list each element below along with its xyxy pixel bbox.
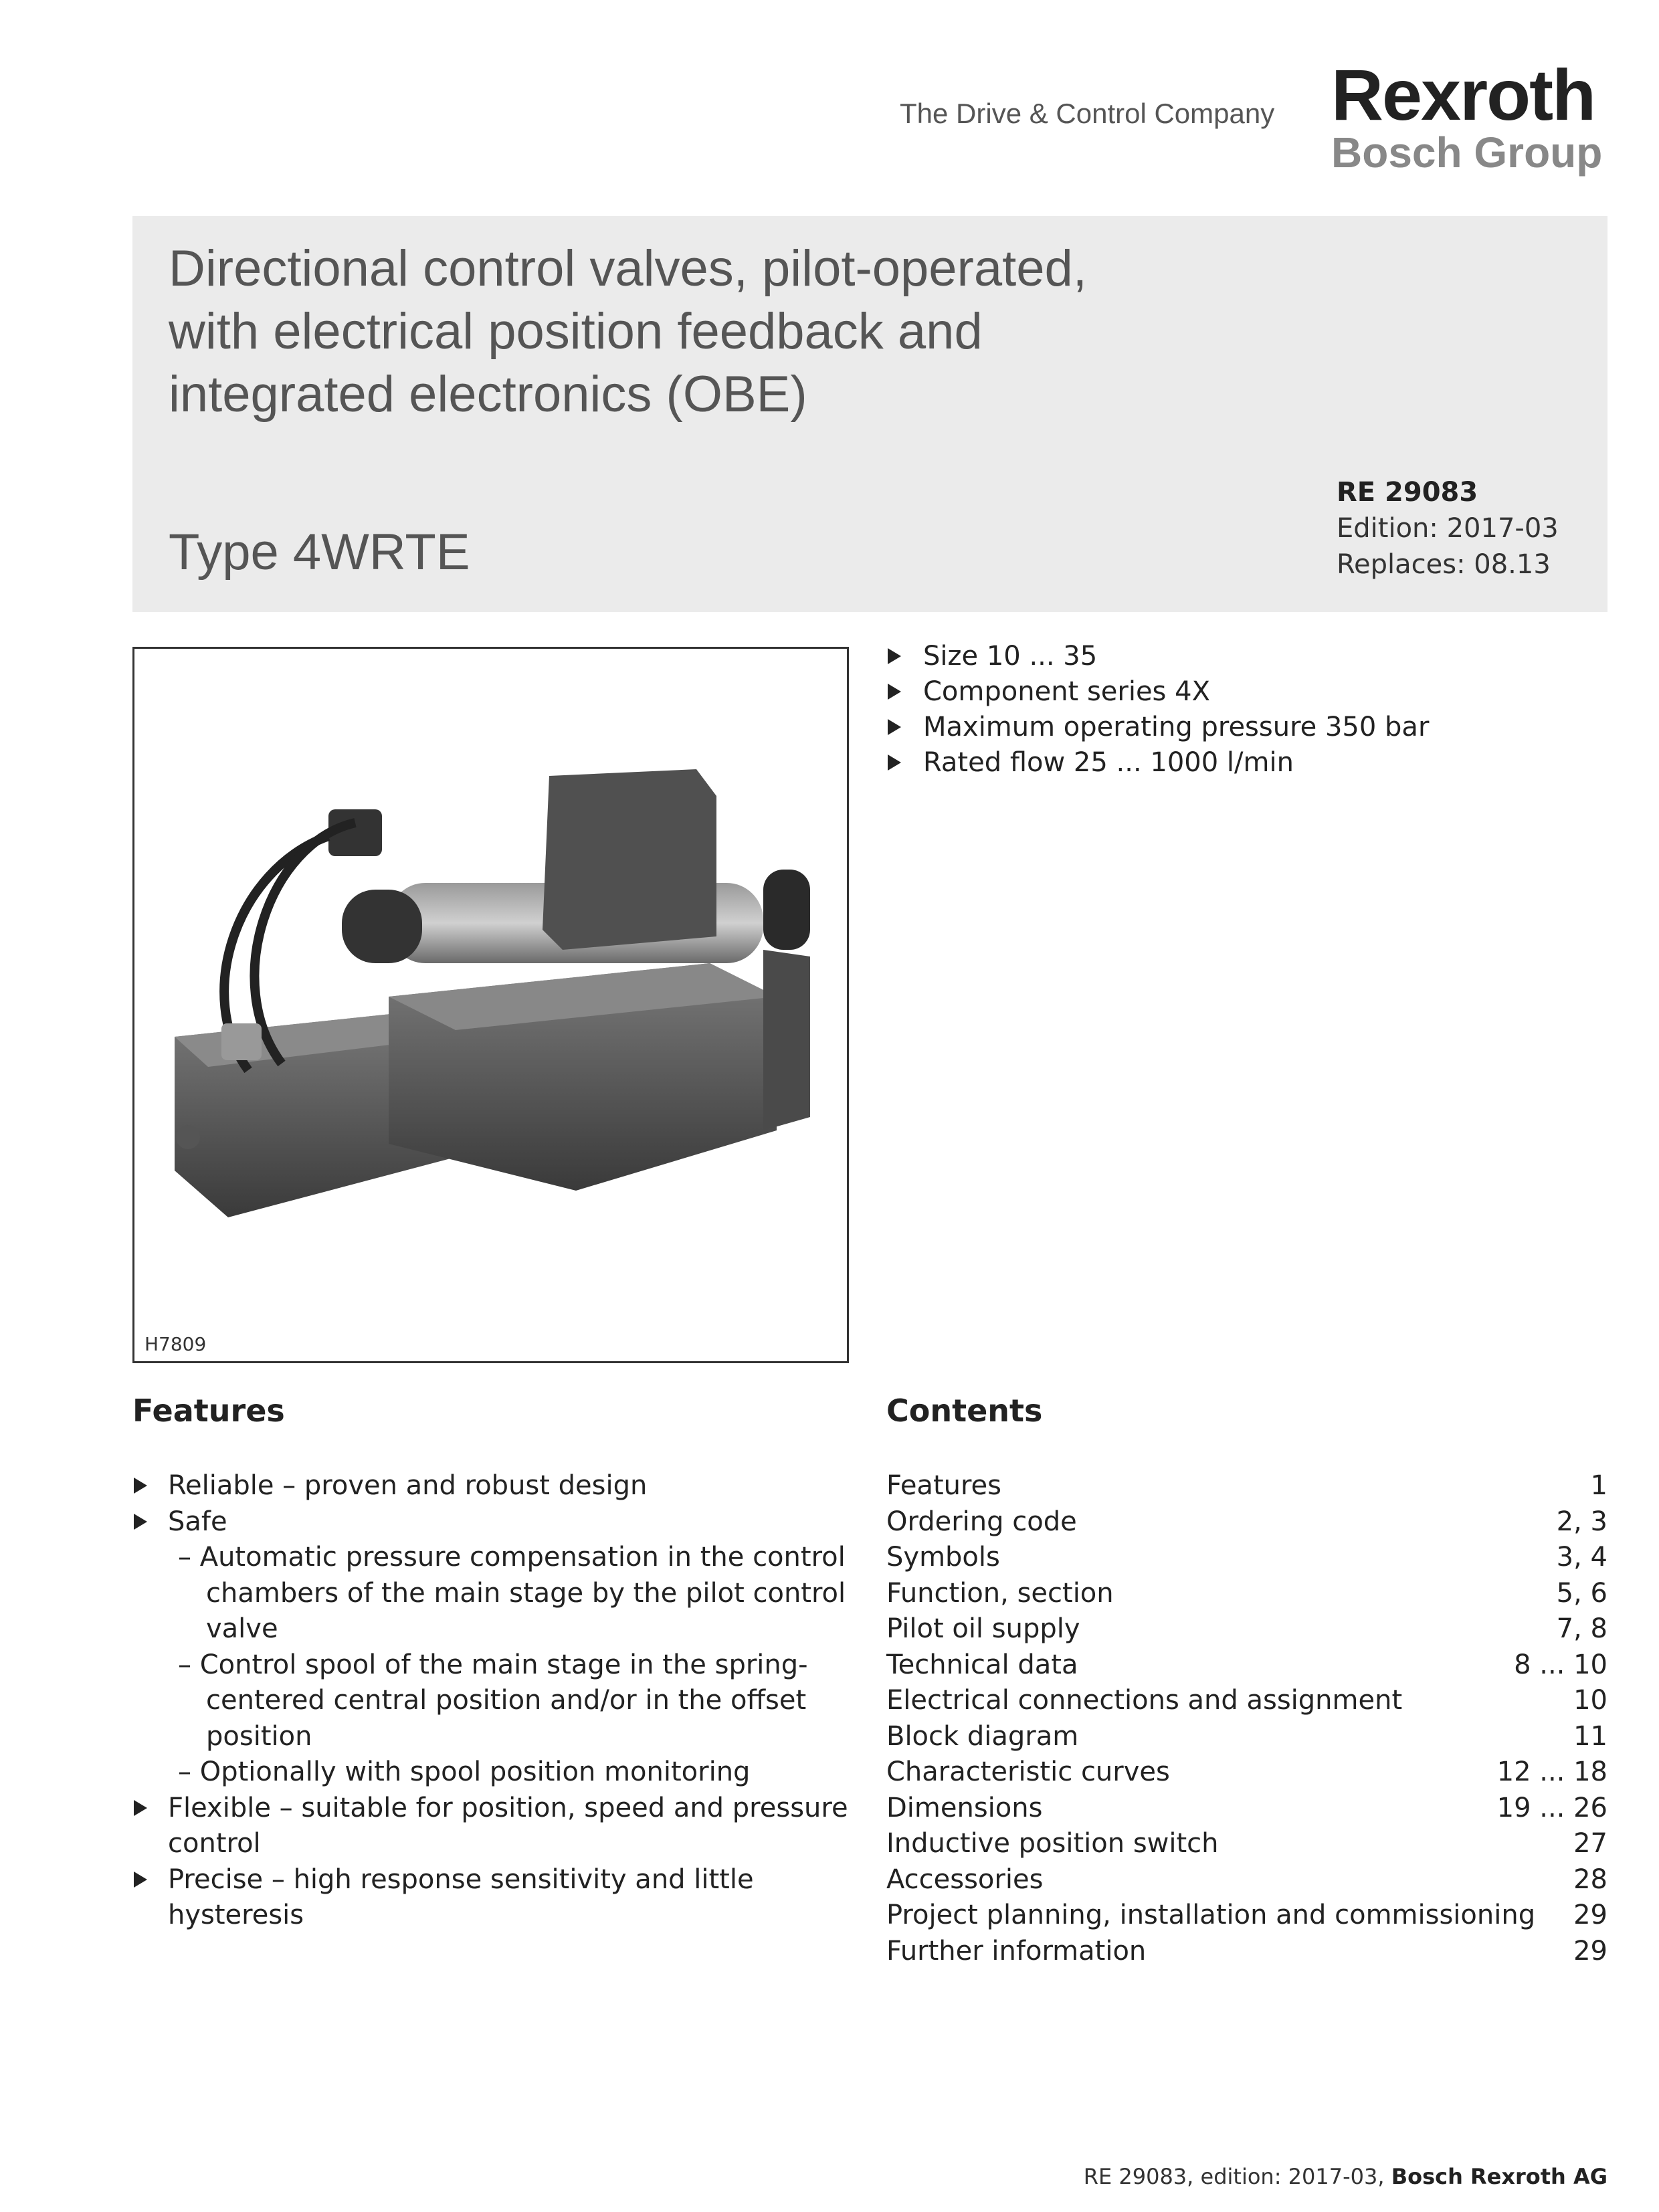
contents-row [886,1576,1607,1612]
spec-text: Component series 4X [923,676,1210,707]
contents-page: 29 [1573,1900,1607,1930]
contents-label: Symbols [886,1542,1000,1573]
contents-page: 27 [1573,1828,1607,1859]
contents-page: 5, 6 [1556,1577,1607,1609]
feature-text: Flexible – suitable for position, speed and pressure control [168,1792,848,1859]
contents-label: Block diagram [886,1720,1079,1752]
doc-number: RE 29083 [1337,477,1478,508]
contents-row [886,1754,1607,1791]
contents-page: 28 [1573,1864,1607,1895]
list-subitem: – Optionally with spool position monitoring [178,1756,751,1787]
spec-text: Size 10 ... 35 [923,641,1098,672]
list-subitem: – Control spool of the main stage in the spring-centered central position and/or in the offset position [178,1649,808,1752]
contents-label: Ordering code [886,1506,1077,1537]
features-list [132,1468,848,1934]
bullet-triangle-icon [888,719,901,735]
bullet-triangle-icon [888,684,901,700]
photo-id: H7809 [144,1333,207,1355]
bullet-triangle-icon [888,755,901,771]
contents-label: Dimensions [886,1792,1043,1823]
contents-heading: Contents [886,1393,1043,1429]
list-item [132,1791,848,1862]
features-heading: Features [132,1393,285,1429]
bullet-triangle-icon [888,648,901,664]
contents-row [886,1611,1607,1647]
contents-label: Electrical connections and assignment [886,1685,1403,1716]
list-subitem: – Automatic pressure compensation in the control chambers of the main stage by the pilot control valve [178,1542,846,1644]
contents-row [886,1934,1607,1970]
contents-page: 2, 3 [1556,1506,1607,1537]
contents-page: 10 [1573,1685,1607,1716]
contents-label: Technical data [886,1649,1078,1680]
footer-company: Bosch Rexroth AG [1391,2164,1607,2189]
contents-row [886,1719,1607,1755]
contents-row [886,1898,1607,1934]
bullet-triangle-icon [134,1478,147,1494]
contents-label: Characteristic curves [886,1756,1170,1787]
brand-sub: Bosch Group [1331,128,1603,177]
contents-page: 3, 4 [1556,1542,1607,1573]
contents-label: Inductive position switch [886,1828,1219,1859]
spec-text: Rated flow 25 ... 1000 l/min [923,747,1294,778]
contents-list [886,1468,1607,1969]
contents-page: 11 [1573,1720,1607,1752]
contents-page: 19 ... 26 [1496,1792,1607,1823]
contents-row [886,1862,1607,1898]
list-item [132,1504,848,1540]
contents-label: Function, section [886,1577,1114,1609]
contents-row [886,1683,1607,1719]
contents-label: Pilot oil supply [886,1613,1080,1644]
footer-text: RE 29083, edition: 2017-03, [1083,2164,1385,2189]
contents-page: 8 ... 10 [1514,1649,1607,1680]
bullet-triangle-icon [134,1800,147,1816]
title-line: with electrical position feedback and [169,303,983,360]
brand-logo: Rexroth [1331,54,1595,135]
replaces: Replaces: 08.13 [1337,549,1551,580]
contents-row [886,1647,1607,1684]
page-title [169,237,1172,426]
feature-text: Reliable – proven and robust design [168,1470,648,1501]
contents-label: Project planning, installation and commissioning [886,1900,1536,1930]
title-line: integrated electronics (OBE) [169,366,807,423]
feature-text: Safe [168,1506,227,1537]
product-photo [132,647,849,1363]
footer [1084,2164,1607,2189]
contents-page: 1 [1590,1470,1607,1501]
contents-row [886,1540,1607,1576]
tagline: The Drive & Control Company [900,98,1275,129]
list-item [132,1862,848,1934]
contents-row [886,1826,1607,1862]
contents-page: 7, 8 [1556,1613,1607,1644]
bullet-triangle-icon [134,1872,147,1888]
list-item [886,639,1429,674]
list-item [886,674,1429,710]
list-item [132,1468,848,1504]
contents-row [886,1468,1607,1504]
list-item [886,710,1429,745]
contents-page: 12 ... 18 [1496,1756,1607,1787]
contents-label: Features [886,1470,1001,1501]
title-line: Directional control valves, pilot-operated, [169,240,1087,297]
edition: Edition: 2017-03 [1337,513,1559,544]
key-specs-list [886,639,1429,781]
spec-text: Maximum operating pressure 350 bar [923,712,1430,742]
contents-row [886,1791,1607,1827]
feature-text: Precise – high response sensitivity and little hysteresis [168,1864,754,1930]
valve-photo-icon [134,649,847,1361]
list-item [886,745,1429,781]
contents-row [886,1504,1607,1540]
contents-page: 29 [1573,1935,1607,1967]
product-type: Type 4WRTE [169,524,470,581]
contents-label: Accessories [886,1864,1044,1895]
bullet-triangle-icon [134,1514,147,1530]
contents-label: Further information [886,1935,1147,1967]
